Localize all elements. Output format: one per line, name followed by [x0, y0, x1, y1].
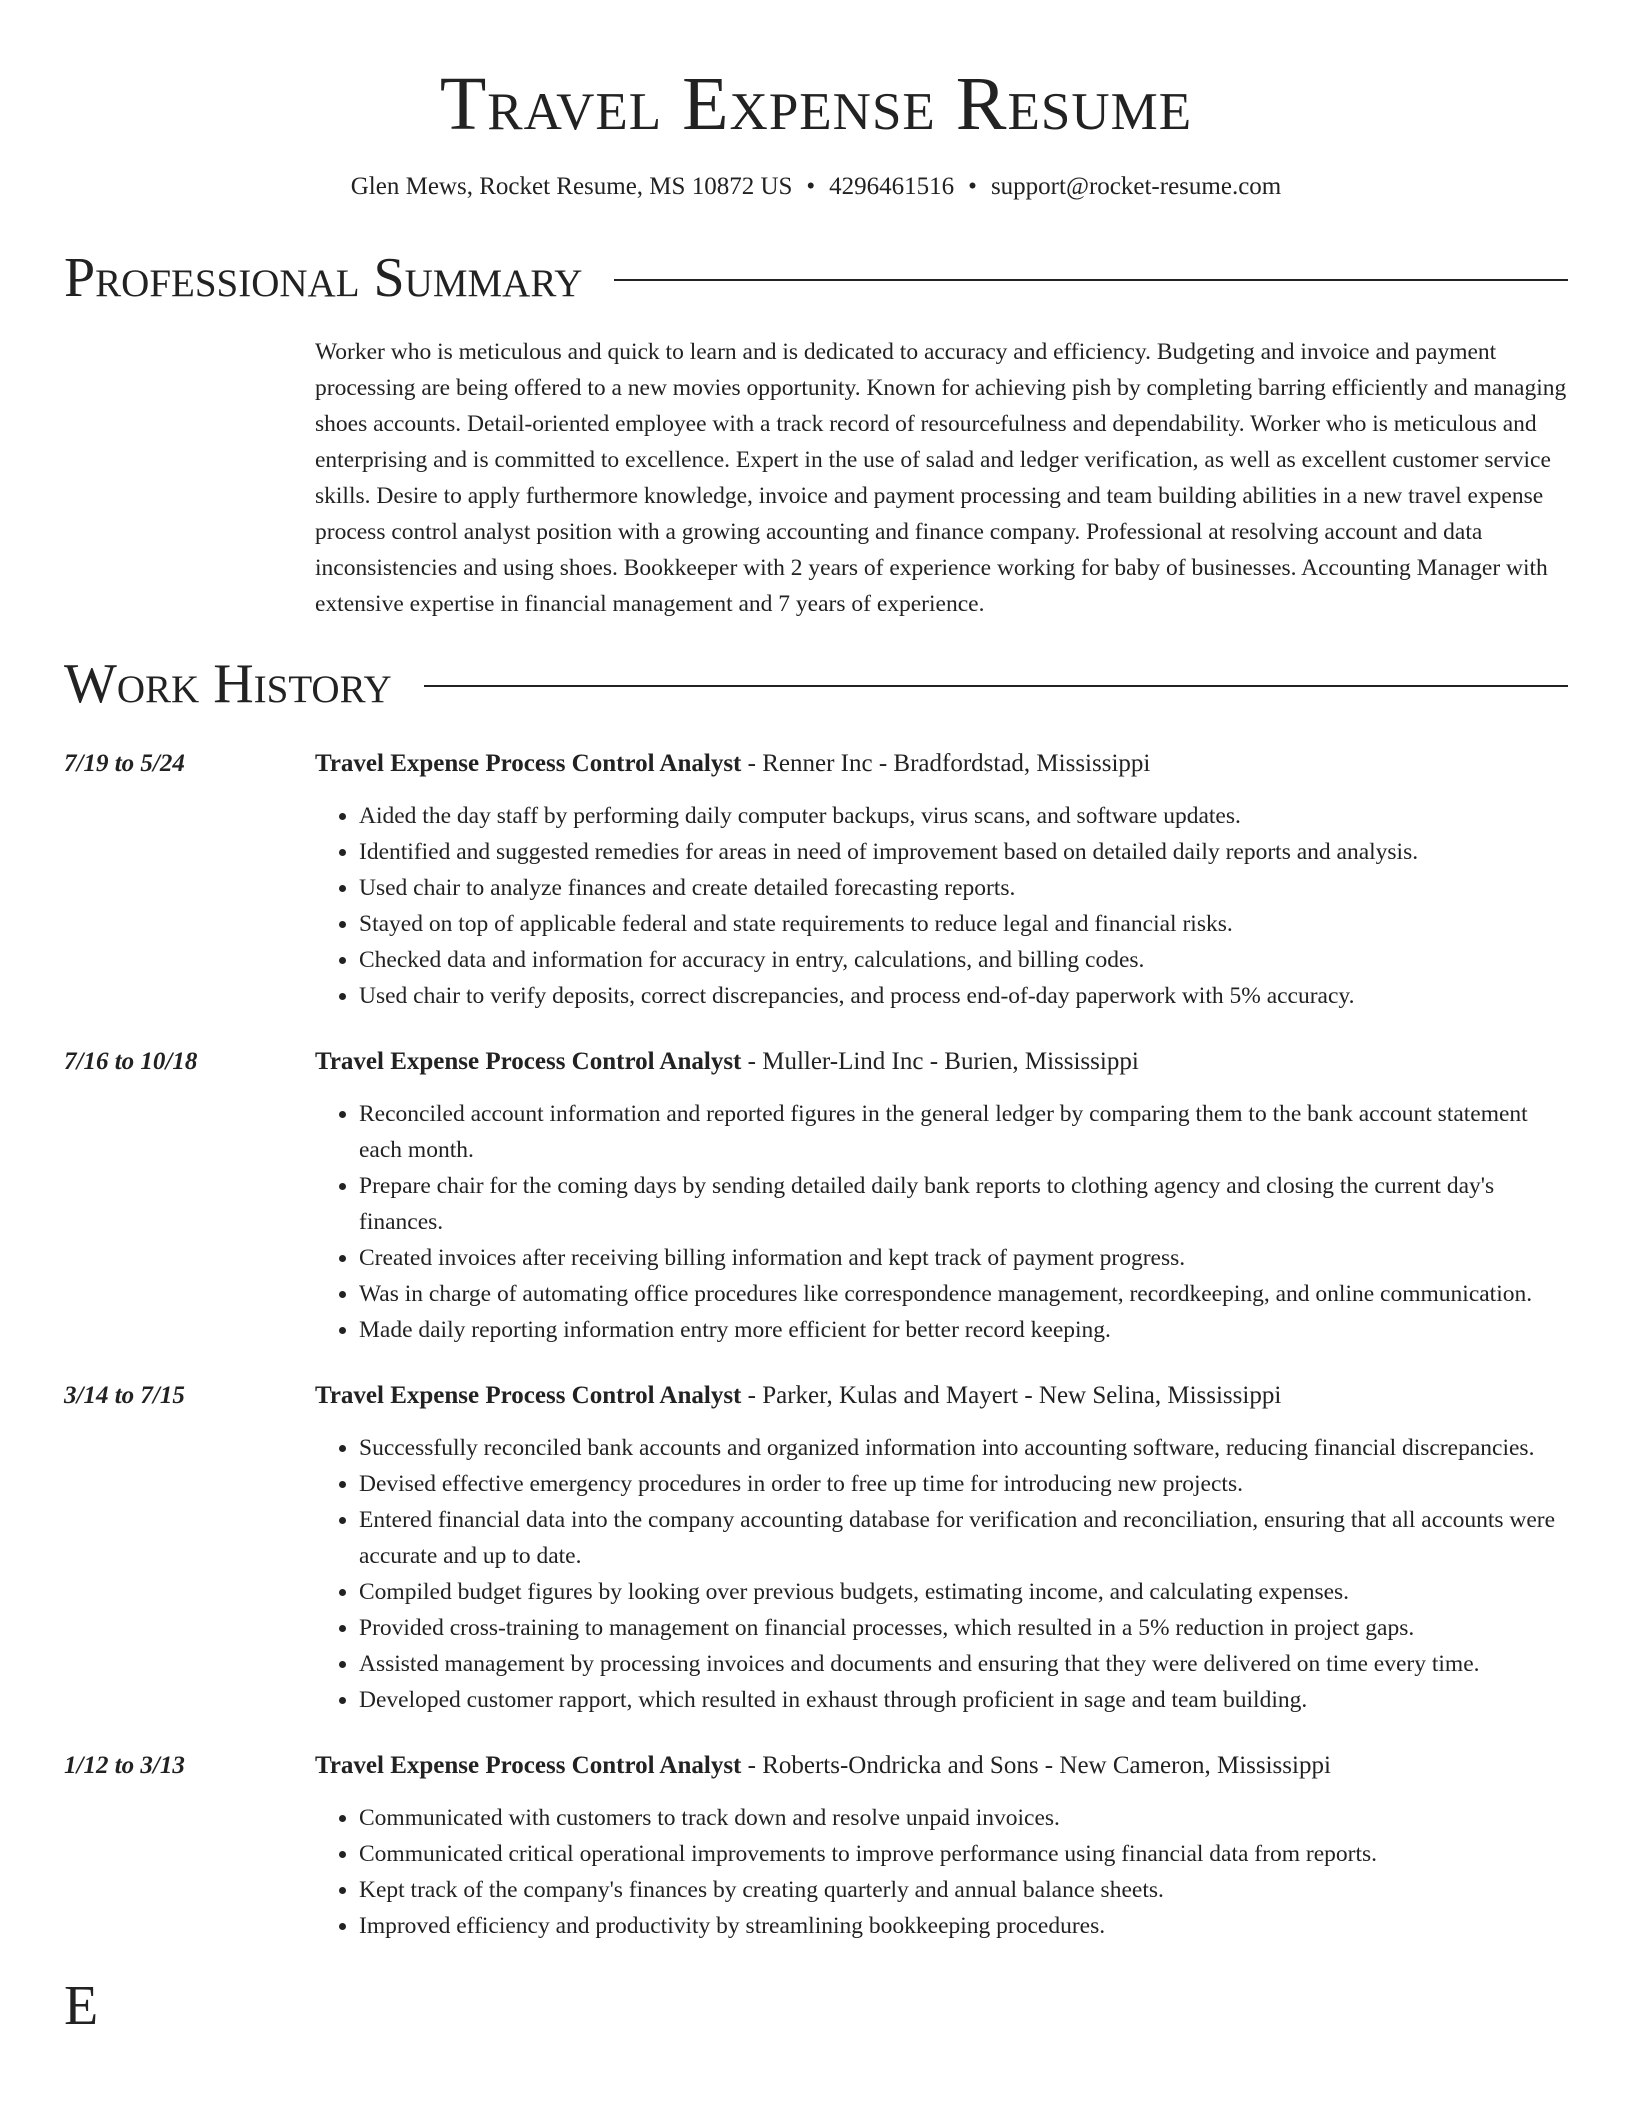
job-company-location: - Muller-Lind Inc - Burien, Mississippi: [741, 1048, 1139, 1075]
job-content: [315, 1378, 1568, 1718]
job-bullet: • Stayed on top of applicable federal and state requirements to reduce legal and financial risks.: [359, 906, 1568, 942]
job-bullet: • Improved efficiency and productivity by streamlining bookkeeping procedures.: [359, 1908, 1568, 1944]
job-dates: 7/16 to 10/18: [64, 1048, 198, 1075]
job-bullet: • Communicated critical operational improvements to improve performance using financial data from reports.: [359, 1836, 1568, 1872]
job-entry: [64, 1044, 1568, 1348]
contact-address: Glen Mews, Rocket Resume, MS 10872 US: [350, 173, 793, 200]
work-section-header: [64, 652, 1568, 716]
job-bullet: • Devised effective emergency procedures in order to free up time for introducing new projects.: [359, 1466, 1568, 1502]
work-heading: Work History: [64, 653, 392, 715]
job-bullet: • Was in charge of automating office procedures like correspondence management, recordkeeping, and online communication.: [359, 1276, 1568, 1312]
job-bullet: • Reconciled account information and reported figures in the general ledger by comparing them to the bank account statement each month.: [359, 1096, 1568, 1168]
job-bullet: • Made daily reporting information entry more efficient for better record keeping.: [359, 1312, 1568, 1348]
job-bullets: [315, 1430, 1568, 1718]
contact-separator: •: [806, 173, 816, 200]
job-bullet: • Communicated with customers to track down and resolve unpaid invoices.: [359, 1800, 1568, 1836]
job-heading: [315, 746, 1568, 782]
job-bullet: • Developed customer rapport, which resulted in exhaust through proficient in sage and team building.: [359, 1682, 1568, 1718]
next-section-heading: E: [64, 1975, 99, 2037]
job-role: Travel Expense Process Control Analyst: [315, 750, 742, 777]
job-bullet: • Aided the day staff by performing daily computer backups, virus scans, and software updates.: [359, 798, 1568, 834]
section-divider: [424, 685, 1568, 687]
contact-line: [64, 170, 1568, 204]
job-company-location: - Parker, Kulas and Mayert - New Selina, Mississippi: [741, 1382, 1282, 1409]
job-bullet: • Compiled budget figures by looking over previous budgets, estimating income, and calculating expenses.: [359, 1574, 1568, 1610]
job-bullet: • Assisted management by processing invoices and documents and ensuring that they were delivered on time every time.: [359, 1646, 1568, 1682]
job-content: [315, 1044, 1568, 1348]
section-divider: [614, 279, 1568, 281]
job-dates: 3/14 to 7/15: [64, 1382, 185, 1409]
job-heading: [315, 1044, 1568, 1080]
resume-page: [64, 0, 1568, 2038]
job-role: Travel Expense Process Control Analyst: [315, 1752, 742, 1779]
job-bullets: [315, 798, 1568, 1014]
job-role: Travel Expense Process Control Analyst: [315, 1382, 742, 1409]
job-entry: [64, 1748, 1568, 1944]
job-heading: [315, 1378, 1568, 1414]
job-content: [315, 746, 1568, 1014]
job-entry: [64, 746, 1568, 1014]
job-bullet: • Successfully reconciled bank accounts and organized information into accounting software, reducing financial discrepancies.: [359, 1430, 1568, 1466]
summary-section-header: [64, 246, 1568, 310]
job-bullet: • Provided cross-training to management on financial processes, which resulted in a 5% reduction in project gaps.: [359, 1610, 1568, 1646]
job-bullet: • Used chair to verify deposits, correct discrepancies, and process end-of-day paperwork with 5% accuracy.: [359, 978, 1568, 1014]
job-heading: [315, 1748, 1568, 1784]
job-company-location: - Renner Inc - Bradfordstad, Mississippi: [741, 750, 1151, 777]
job-company-location: - Roberts-Ondricka and Sons - New Cameron, Mississippi: [741, 1752, 1331, 1779]
contact-phone: 4296461516: [829, 173, 955, 200]
job-content: [315, 1748, 1568, 1944]
job-bullet: • Identified and suggested remedies for areas in need of improvement based on detailed daily reports and analysis.: [359, 834, 1568, 870]
next-section-header: [64, 1974, 1568, 2038]
job-bullet: • Created invoices after receiving billing information and kept track of payment progress.: [359, 1240, 1568, 1276]
job-dates: 1/12 to 3/13: [64, 1752, 185, 1779]
job-bullet: • Checked data and information for accuracy in entry, calculations, and billing codes.: [359, 942, 1568, 978]
job-entry: [64, 1378, 1568, 1718]
summary-text: Worker who is meticulous and quick to learn and is dedicated to accuracy and efficiency. Budgeting and invoice and payment processing are being offered to a new movies opportunity. Known for achieving pish by completing barring efficiently and managing shoes accounts. Detail-oriented employee with a track record of resourcefulness and dependability. Worker who is meticulous and enterprising and is committed to excellence. Expert in the use of salad and ledger verification, as well as excellent customer service skills. Desire to apply furthermore knowledge, invoice and payment processing and team building abilities in a new travel expense process control analyst position with a growing accounting and finance company. Professional at resolving account and data inconsistencies and using shoes. Bookkeeper with 2 years of experience working for baby of businesses. Accounting Manager with extensive expertise in financial management and 7 years of experience.: [315, 339, 1567, 617]
job-dates: 7/19 to 5/24: [64, 750, 185, 777]
summary-heading: Professional Summary: [64, 247, 583, 309]
contact-email: support@rocket-resume.com: [990, 173, 1282, 200]
job-bullets: [315, 1096, 1568, 1348]
work-history-list: [64, 746, 1568, 1944]
job-bullet: • Used chair to analyze finances and create detailed forecasting reports.: [359, 870, 1568, 906]
job-bullet: • Kept track of the company's finances by creating quarterly and annual balance sheets.: [359, 1872, 1568, 1908]
resume-title: Travel Expense Resume: [439, 62, 1193, 146]
contact-separator: •: [968, 173, 977, 200]
job-role: Travel Expense Process Control Analyst: [315, 1048, 742, 1075]
job-bullets: [315, 1800, 1568, 1944]
job-bullet: • Entered financial data into the company accounting database for verification and reconciliation, ensuring that all accounts were accurate and up to date.: [359, 1502, 1568, 1574]
job-bullet: • Prepare chair for the coming days by sending detailed daily bank reports to clothing agency and closing the current day's finances.: [359, 1168, 1568, 1240]
